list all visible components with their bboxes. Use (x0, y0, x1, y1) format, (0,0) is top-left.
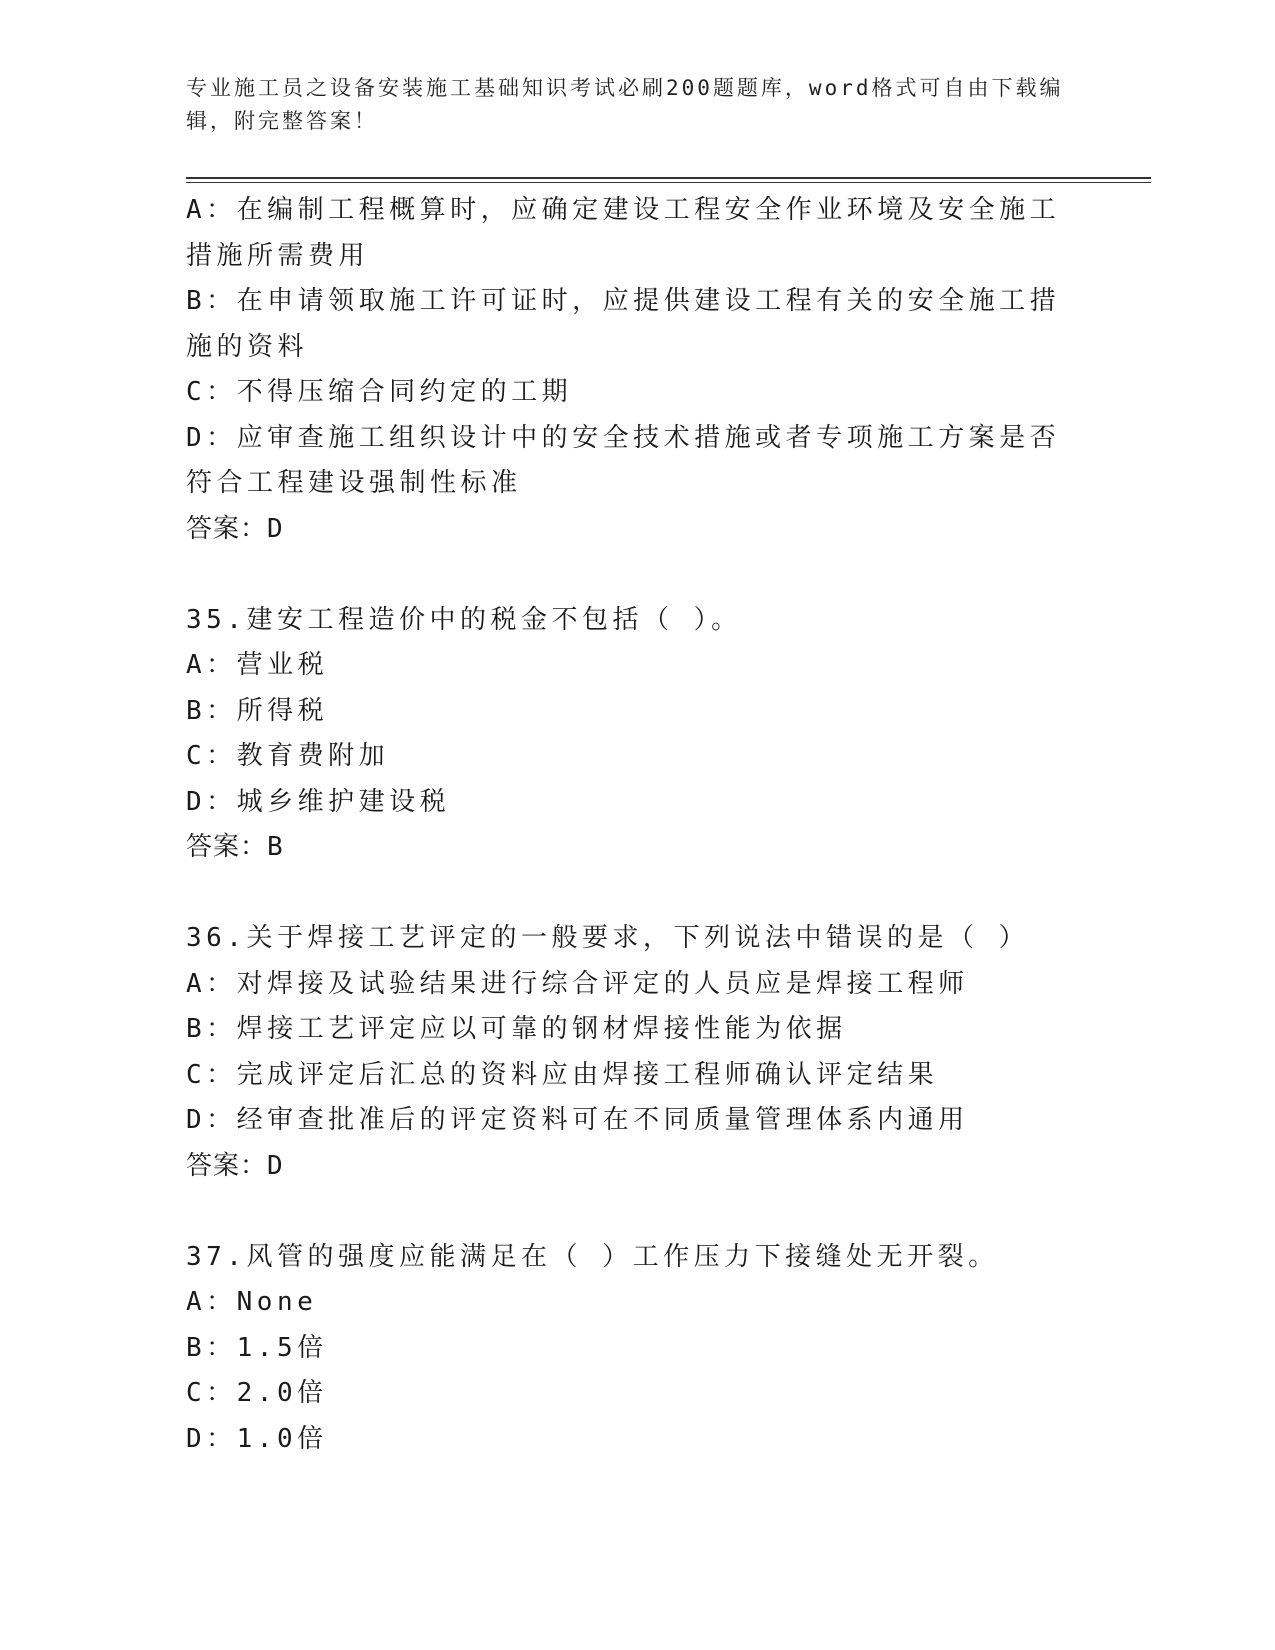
question-block-36 (186, 916, 1086, 1189)
option-a: A：None (186, 1287, 318, 1317)
option-d: D：应审查施工组织设计中的安全技术措施或者专项施工方案是否符合工程建设强制性标准 (186, 422, 1061, 498)
document-body (186, 188, 1086, 1462)
answer: 答案：D (186, 1150, 284, 1181)
answer: 答案：D (186, 513, 284, 544)
option-c: C：2.0倍 (186, 1378, 328, 1408)
question-text: 35.建安工程造价中的税金不包括（ ）。 (186, 604, 742, 635)
question-block-34 (186, 188, 1086, 552)
option-b: B：所得税 (186, 695, 329, 726)
option-a: A：在编制工程概算时，应确定建设工程安全作业环境及安全施工措施所需费用 (186, 195, 1061, 271)
question-text: 37.风管的强度应能满足在（ ）工作压力下接缝处无开裂。 (186, 1241, 999, 1272)
document-header (186, 72, 1066, 138)
option-a: A：营业税 (186, 650, 329, 680)
spacer (186, 1189, 1086, 1235)
option-b: B：在申请领取施工许可证时，应提供建设工程有关的安全施工措施的资料 (186, 286, 1061, 362)
question-block-37 (186, 1235, 1086, 1463)
option-d: D：经审查批准后的评定资料可在不同质量管理体系内通用 (186, 1105, 969, 1135)
option-d: D：1.0倍 (186, 1423, 328, 1454)
question-text: 36.关于焊接工艺评定的一般要求，下列说法中错误的是（ ） (186, 923, 1030, 953)
option-b: B：焊接工艺评定应以可靠的钢材焊接性能为依据 (186, 1014, 847, 1044)
option-a: A：对焊接及试验结果进行综合评定的人员应是焊接工程师 (186, 968, 969, 999)
spacer (186, 552, 1086, 598)
option-b: B：1.5倍 (186, 1332, 328, 1363)
spacer (186, 871, 1086, 917)
option-c: C：不得压缩合同约定的工期 (186, 377, 573, 407)
option-c: C：教育费附加 (186, 741, 390, 771)
answer: 答案：B (186, 832, 284, 862)
header-title: 专业施工员之设备安装施工基础知识考试必刷200题题库，word格式可自由下载编辑，附完整答案！ (186, 76, 1064, 133)
option-d: D：城乡维护建设税 (186, 786, 451, 817)
option-c: C：完成评定后汇总的资料应由焊接工程师确认评定结果 (186, 1059, 939, 1090)
question-block-35 (186, 598, 1086, 871)
header-divider (186, 177, 1151, 183)
